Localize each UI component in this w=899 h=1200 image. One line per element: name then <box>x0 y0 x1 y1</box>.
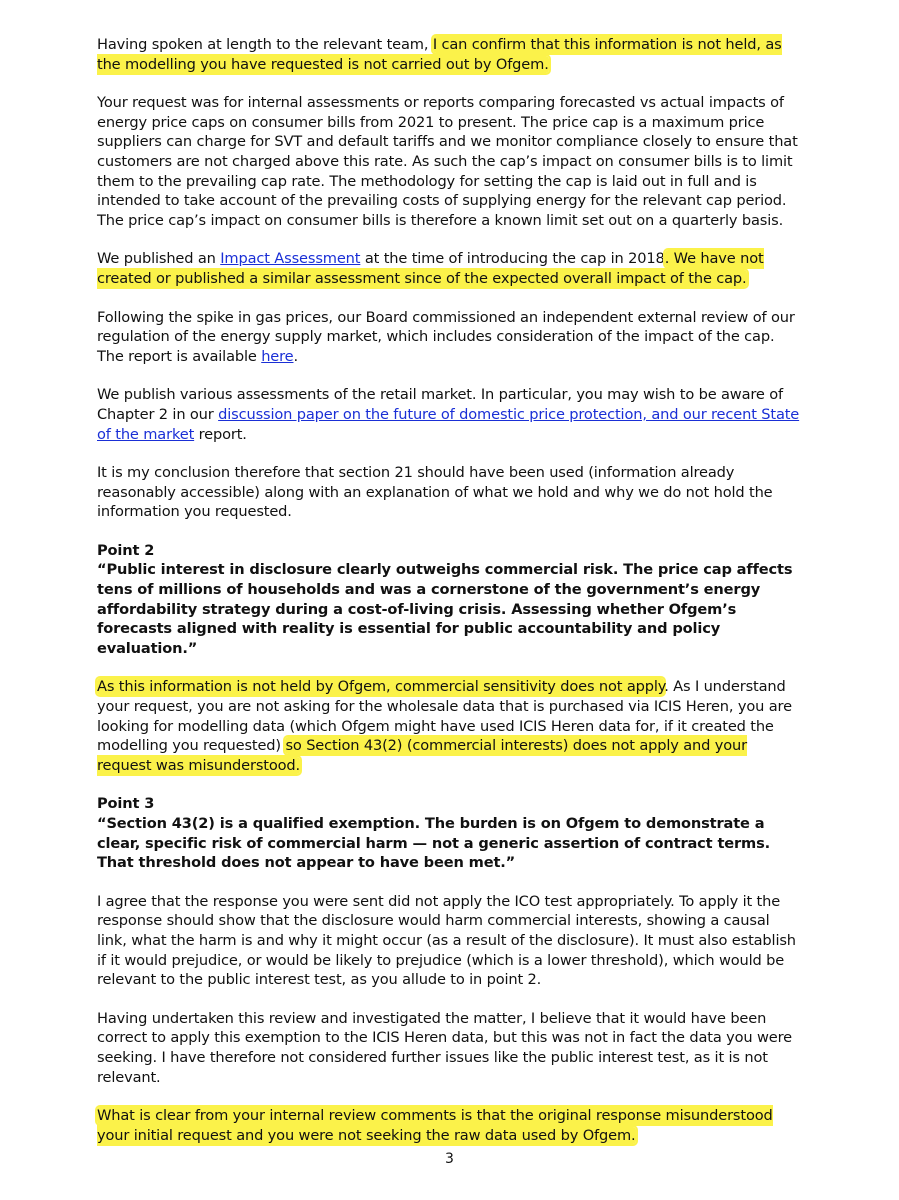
discussion-paper-link[interactable]: discussion paper on the future of domestic price protection, and our recent State of the market <box>97 405 800 443</box>
report-here-link[interactable]: here <box>261 347 294 365</box>
impact-assessment-link[interactable]: Impact Assessment <box>220 250 361 268</box>
highlighted-text: I can confirm that this information is not held, as the modelling you have requested is not carried out by Ofgem. <box>97 36 782 73</box>
text: at the time of introducing the cap in 2018 <box>360 250 665 268</box>
paragraph-commercial-sensitivity <box>97 677 802 775</box>
point-2-quote: “Public interest in disclosure clearly outweighs commercial risk. The price cap affects tens of millions of households and was a cornerstone of the government’s energy affordability strategy during a cost-of-living crisis. Assessing whether Ofgem’s forecasts aligned with reality is essential for public accountability and policy evaluation.” <box>97 561 793 657</box>
page-number: 3 <box>445 1151 454 1167</box>
document-page <box>97 35 802 1164</box>
highlighted-text: so Section 43(2) (commercial interests) does not apply and your request was misunderstood. <box>97 737 747 774</box>
paragraph-confirmation <box>97 35 802 74</box>
text: report. <box>194 425 247 443</box>
text: . <box>293 347 298 365</box>
text: . As I understand your request, you are not asking for the wholesale data that is purchased via ICIS Heren, you are looking for modelling data (which Ofgem might have used ICIS Heren data for, if it created the modelling you requested) <box>97 678 792 755</box>
point-3-quote: “Section 43(2) is a qualified exemption. The burden is on Ofgem to demonstrate a clear, specific risk of commercial harm — not a generic assertion of contract terms. That threshold does not appear to have been met.” <box>97 815 771 872</box>
paragraph-conclusion: It is my conclusion therefore that section 21 should have been used (information already reasonably accessible) along with an explanation of what we hold and why we do not hold the information you requested. <box>97 464 773 521</box>
text: We publish various assessments of the retail market. In particular, you may wish to be aware of Chapter 2 in our <box>97 386 784 423</box>
text: Following the spike in gas prices, our Board commissioned an independent external review of our regulation of the energy supply market, which includes consideration of the impact of the cap. The report is available <box>97 308 795 365</box>
highlighted-text: As this information is not held by Ofgem, commercial sensitivity does not apply <box>97 678 665 696</box>
paragraph-impact-assessment <box>97 249 802 288</box>
text: We published an <box>97 250 221 268</box>
paragraph-assessments <box>97 385 802 444</box>
paragraph-review: Having undertaken this review and investigated the matter, I believe that it would have been correct to apply this exemption to the ICIS Heren data, but this was not in fact the data you were seeking. I have therefore not considered further issues like the public interest test, as it is not relevant. <box>97 1009 792 1086</box>
point-2-heading: Point 2 <box>97 541 155 559</box>
paragraph-ico-test: I agree that the response you were sent did not apply the ICO test appropriately. To apply it the response should show that the disclosure would harm commercial interests, showing a causal link, what the harm is and why it might occur (as a result of the disclosure). It must also establish if it would prejudice, or would be likely to prejudice (which is a lower threshold), which would be relevant to the public interest test, as you allude to in point 2. <box>97 892 796 989</box>
point-3-heading: Point 3 <box>97 795 155 813</box>
highlighted-text: What is clear from your internal review comments is that the original response misunderstood your initial request and you were not seeking the raw data used by Ofgem. <box>97 1107 773 1144</box>
highlighted-text: . We have not created or published a similar assessment since of the expected overall impact of the cap. <box>97 250 764 287</box>
paragraph-request-summary: Your request was for internal assessments or reports comparing forecasted vs actual impacts of energy price caps on consumer bills from 2021 to present. The price cap is a maximum price suppliers can charge for SVT and default tariffs and we monitor compliance closely to ensure that customers are not charged above this rate. As such the cap’s impact on consumer bills is to limit them to the prevailing cap rate. The methodology for setting the cap is laid out in full and is intended to take account of the prevailing costs of supplying energy for the relevant cap period. The price cap’s impact on consumer bills is therefore a known limit set out on a quarterly basis. <box>97 94 798 229</box>
paragraph-final <box>97 1106 802 1145</box>
text: Having spoken at length to the relevant team, <box>97 36 433 53</box>
paragraph-external-review <box>97 308 802 367</box>
